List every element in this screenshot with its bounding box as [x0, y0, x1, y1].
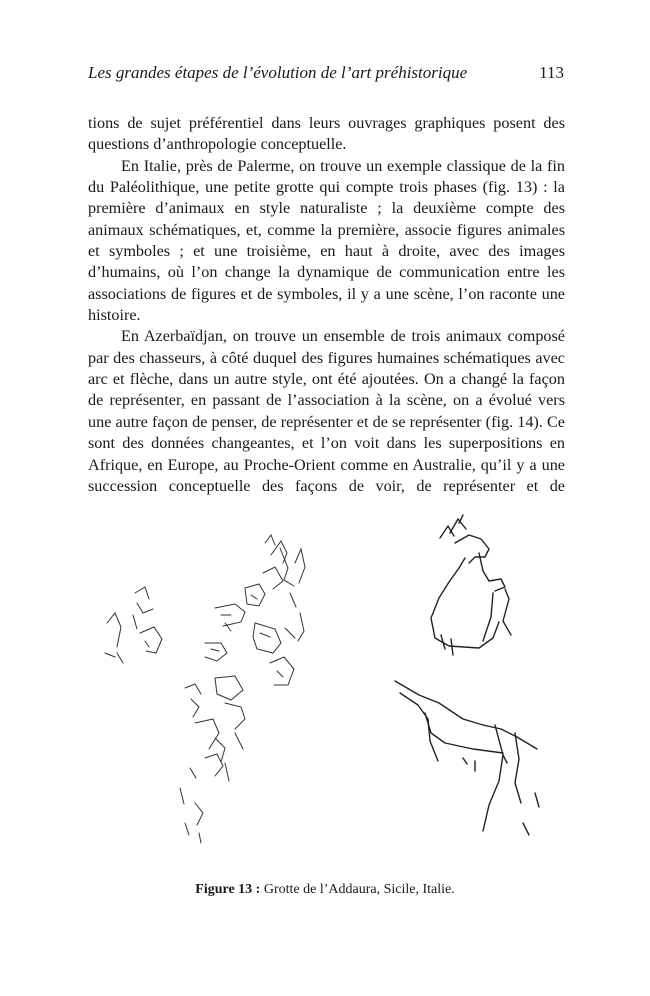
paragraph-1: tions de sujet préférentiel dans leurs ouvrages graphiques posent des questions d’anthropologie conceptuelle.: [88, 114, 565, 154]
cave-wall-engravings: [105, 535, 305, 843]
figure-caption: [0, 881, 650, 899]
page-number: 113: [539, 63, 564, 82]
paragraph-3: En Azerbaïdjan, on trouve un ensemble de trois animaux composé par des chasseurs, à côté duquel des figures humaines schématiques avec arc et flèche, dans un autre style, ont été ajoutées. On a changé la façon de représenter, en passant de l’association à la scène, on a évolué vers une autre façon de penser, de représenter et de se représenter (fig. 14). Ce sont des données changeantes, et l’on voit dans les superpositions en Afrique, en Europe, au Proche-Orient comme en Australie, qu’il y a une succession conceptuelle des façons de voir, de représenter et de: [88, 327, 565, 495]
running-head: [88, 63, 564, 83]
caption-label: Figure 13 :: [195, 882, 261, 897]
figure-13-image: [95, 503, 565, 873]
animal-engraving: [395, 681, 539, 835]
running-title: Les grandes étapes de l’évolution de l’art préhistorique: [88, 63, 468, 82]
body-text: [88, 113, 565, 497]
paragraph-2: En Italie, près de Palerme, on trouve un exemple classique de la fin du Paléolithique, une petite grotte qui compte trois phases (fig. 13) : la première d’animaux en style naturaliste ; la deuxième compte des animaux schématiques, et, comme la première, associe figures animales et symboles ; et une troisième, en haut à droite, avec des images d’humains, où l’on change la dynamique de communication entre les associations de figures et de symboles, il y a une scène, l’on raconte une histoire.: [88, 156, 565, 325]
deer-figure: [431, 515, 511, 655]
caption-text: Grotte de l’Addaura, Sicile, Italie.: [260, 882, 455, 897]
